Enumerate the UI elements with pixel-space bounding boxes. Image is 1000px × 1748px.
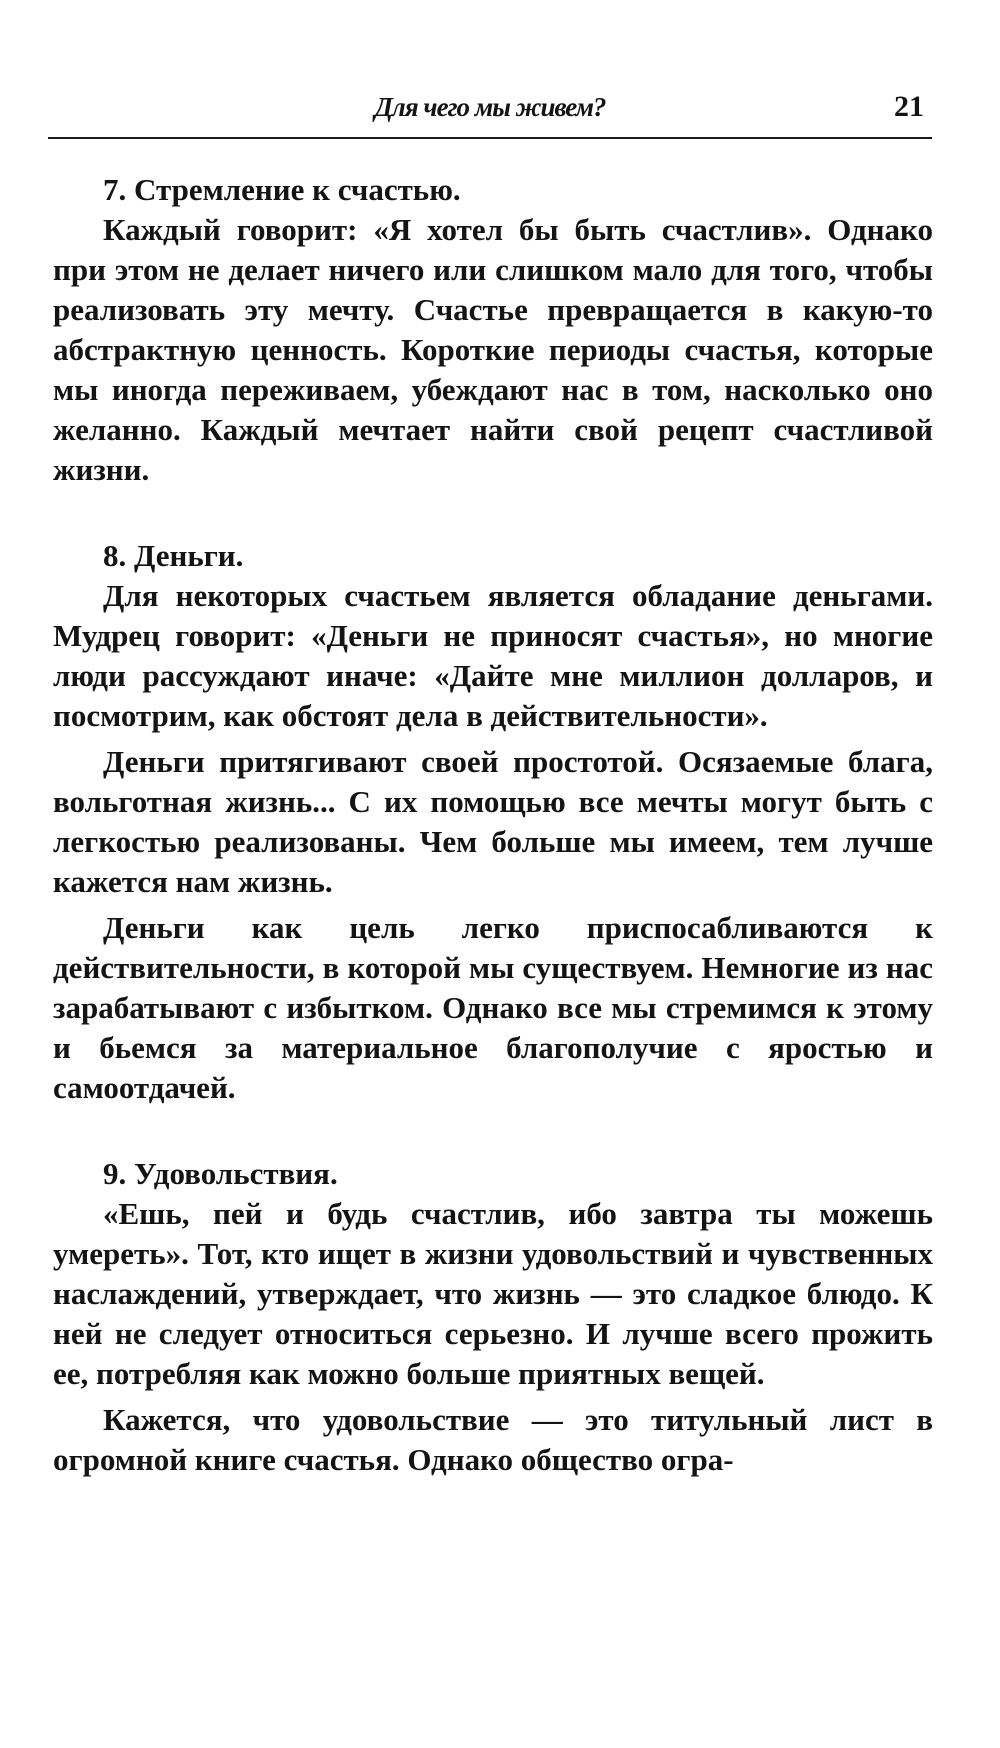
header-rule — [48, 137, 932, 139]
running-header — [48, 90, 932, 126]
page-number: 21 — [894, 90, 924, 123]
section-heading-money: 8. Деньги. — [103, 538, 244, 573]
section-gap — [53, 1108, 933, 1154]
paragraph: Каждый говорит: «Я хотел бы быть счастлив». Однако при этом не делает ничего или слишком мало для того, чтобы реализовать эту мечту. Счастье превращается в какую-то абстрактную ценность. Короткие периоды счастья, которые мы иногда переживаем, убеждают нас в том, насколько оно желанно. Каждый мечтает найти свой рецепт счастливой жизни. — [53, 212, 933, 487]
paragraph: Кажется, что удовольствие — это титульный лист в огромной книге счастья. Однако общество огра- — [53, 1402, 933, 1477]
section-heading-happiness: 7. Стремление к счастью. — [103, 172, 461, 207]
paragraph: Деньги как цель легко приспосабливаются к действительности, в которой мы существуем. Немногие из нас зарабатывают с избытком. Однако все мы стремимся к этому и бьемся за материальное благополучие с яростью и самоотдачей. — [53, 910, 933, 1105]
running-title: Для чего мы живем? — [374, 92, 606, 122]
body-text — [53, 170, 933, 1480]
paragraph: «Ешь, пей и будь счастлив, ибо завтра ты можешь умереть». Тот, кто ищет в жизни удовольствий и чувственных наслаждений, утверждает, что жизнь — это сладкое блюдо. К ней не следует относиться серьезно. И лучше всего прожить ее, потребляя как можно больше приятных вещей. — [53, 1196, 933, 1391]
section-heading-pleasures: 9. Удовольствия. — [103, 1156, 338, 1191]
section-gap — [53, 490, 933, 536]
paragraph: Для некоторых счастьем является обладание деньгами. Мудрец говорит: «Деньги не приносят счастья», но многие люди рассуждают иначе: «Дайте мне миллион долларов, и посмотрим, как обстоят дела в действительности». — [53, 578, 933, 733]
paragraph: Деньги притягивают своей простотой. Осязаемые блага, вольготная жизнь... С их помощью все мечты могут быть с легкостью реализованы. Чем больше мы имеем, тем лучше кажется нам жизнь. — [53, 744, 933, 899]
